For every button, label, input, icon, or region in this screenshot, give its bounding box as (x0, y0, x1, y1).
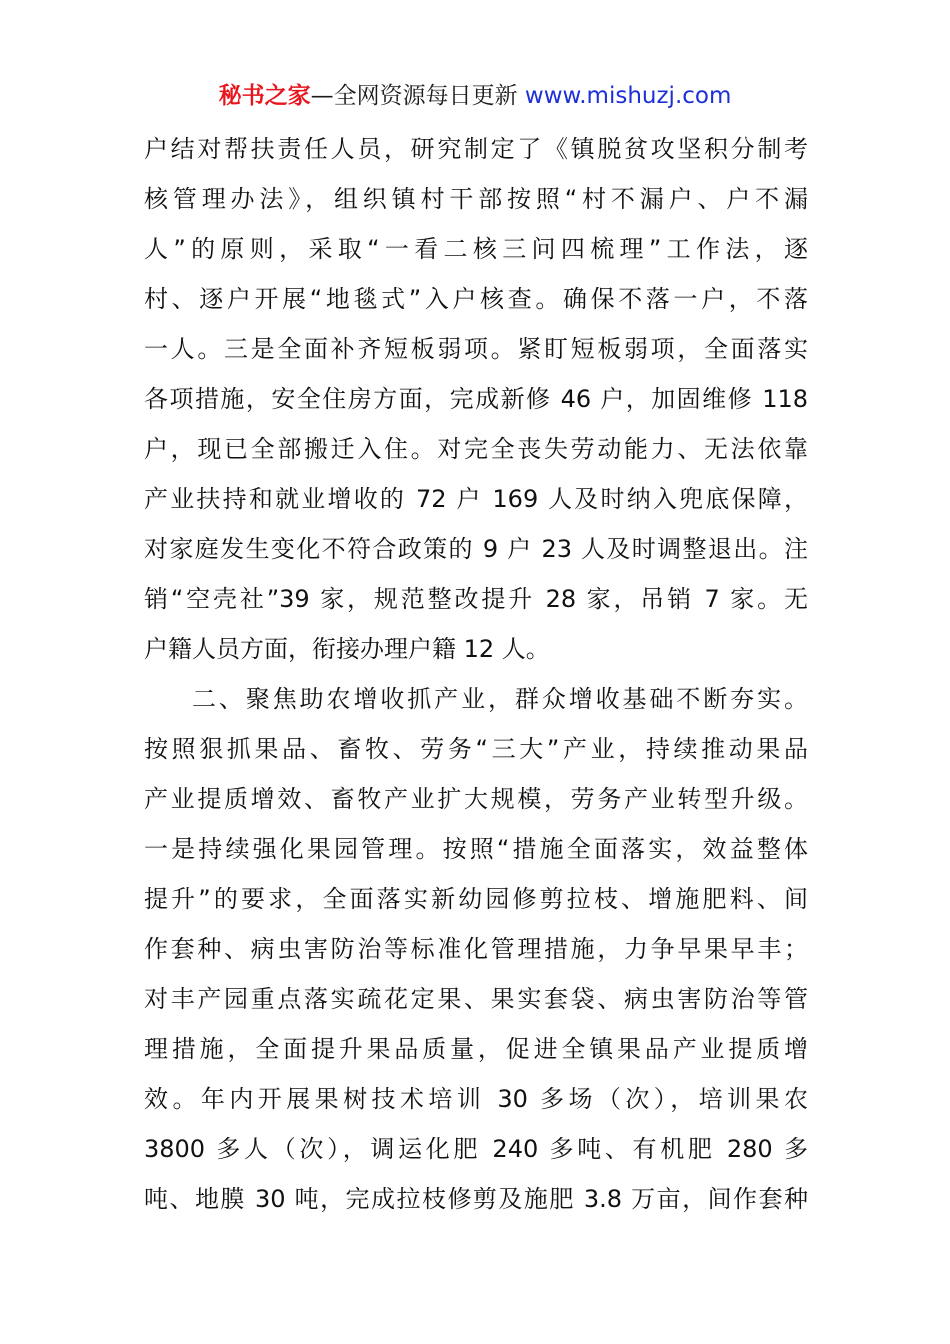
text-line: 各项措施，安全住房方面，完成新修 46 户，加固维修 118 (144, 385, 808, 413)
text-line: 按照狠抓果品、畜牧、劳务“三大”产业，持续推动果品 (144, 735, 808, 763)
text-line: 对家庭发生变化不符合政策的 9 户 23 人及时调整退出。注 (144, 535, 808, 563)
text-line: 村、逐户开展“地毯式”入户核查。确保不落一户，不落 (144, 285, 808, 313)
text-line: 核管理办法》，组织镇村干部按照“村不漏户、户不漏 (144, 185, 808, 213)
text-line: 3800 多人（次），调运化肥 240 多吨、有机肥 280 多 (144, 1135, 808, 1163)
text-line: 人”的原则，采取“一看二核三问四梳理”工作法，逐 (144, 235, 808, 263)
header-tagline: —全网资源每日更新 (310, 83, 518, 109)
text-line: 作套种、病虫害防治等标准化管理措施，力争早果早丰； (144, 935, 808, 963)
paragraph-end-line: 户籍人员方面，衔接办理户籍 12 人。 (144, 635, 550, 663)
text-line: 一是持续强化果园管理。按照“措施全面落实，效益整体 (144, 835, 808, 863)
brand-name: 秘书之家 (218, 83, 311, 109)
text-line: 产业扶持和就业增收的 72 户 169 人及时纳入兜底保障， (144, 485, 808, 513)
text-line: 销“空壳社”39 家，规范整改提升 28 家，吊销 7 家。无 (144, 585, 808, 613)
text-line: 理措施，全面提升果品质量，促进全镇果品产业提质增 (144, 1035, 808, 1063)
text-line: 对丰产园重点落实疏花定果、果实套袋、病虫害防治等管 (144, 985, 808, 1013)
text-line: 提升”的要求，全面落实新幼园修剪拉枝、增施肥料、间 (144, 885, 808, 913)
section-heading-line: 二、聚焦助农增收抓产业，群众增收基础不断夯实。 (192, 685, 808, 713)
page-header (0, 80, 950, 112)
text-line: 产业提质增效、畜牧产业扩大规模，劳务产业转型升级。 (144, 785, 808, 813)
text-line: 吨、地膜 30 吨，完成拉枝修剪及施肥 3.8 万亩，间作套种 (144, 1185, 808, 1213)
text-line: 效。年内开展果树技术培训 30 多场（次），培训果农 (144, 1085, 808, 1113)
text-line: 一人。三是全面补齐短板弱项。紧盯短板弱项，全面落实 (144, 335, 808, 363)
text-line: 户结对帮扶责任人员，研究制定了《镇脱贫攻坚积分制考 (144, 135, 808, 163)
document-body (144, 124, 808, 1224)
text-line: 户，现已全部搬迁入住。对完全丧失劳动能力、无法依靠 (144, 435, 808, 463)
website-link[interactable]: www.mishuzj.com (524, 83, 732, 109)
